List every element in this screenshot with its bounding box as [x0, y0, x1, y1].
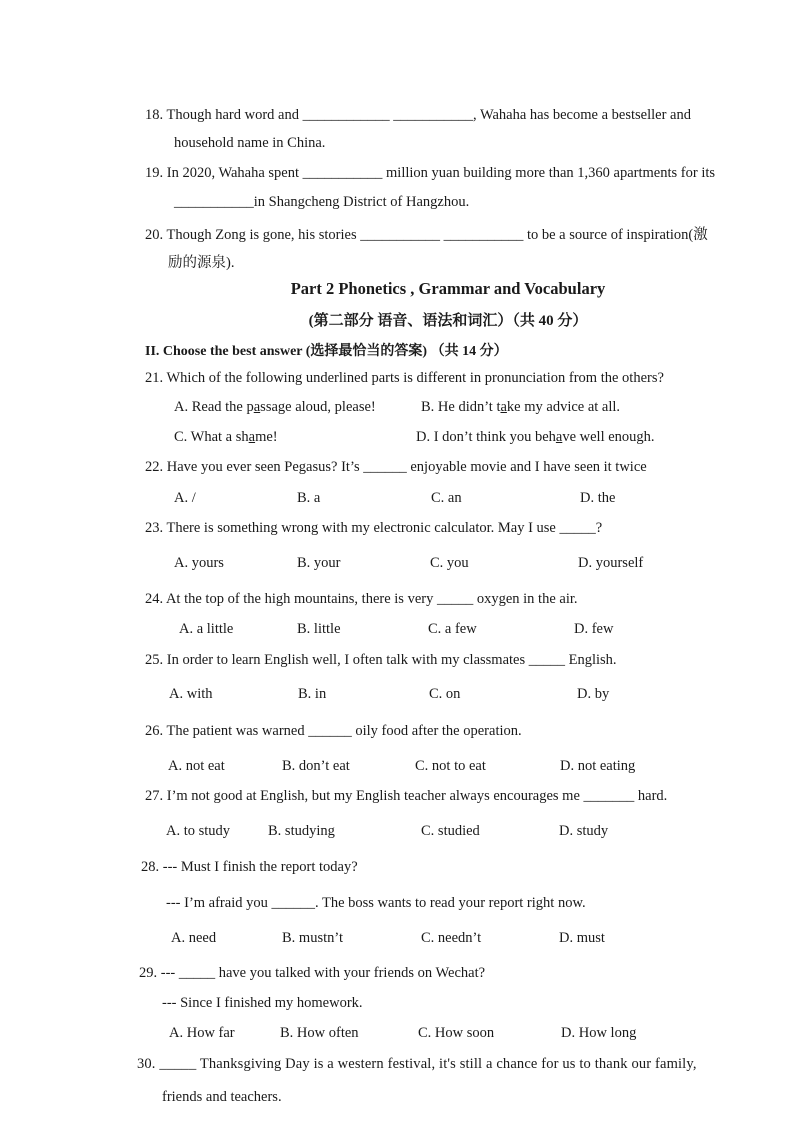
question-23-option-b: B. your	[297, 555, 341, 571]
question-28-option-b: B. mustn’t	[282, 930, 343, 946]
question-22-stem: 22. Have you ever seen Pegasus? It’s ______ enjoyable movie and I have seen it twice	[145, 459, 647, 475]
question-20-line2: 励的源泉).	[168, 255, 235, 271]
question-29-option-c: C. How soon	[418, 1025, 495, 1041]
question-28-option-a: A. need	[171, 930, 217, 946]
question-29-option-b: B. How often	[280, 1025, 359, 1041]
question-20-line1: 20. Though Zong is gone, his stories ___________ ___________ to be a source of inspiration(激	[145, 227, 708, 243]
question-24-option-b: B. little	[297, 621, 341, 637]
question-25-option-a: A. with	[169, 686, 213, 702]
question-22-option-c: C. an	[431, 490, 462, 506]
question-25-option-b: B. in	[298, 686, 327, 702]
question-23-option-c: C. you	[430, 555, 469, 571]
question-22-option-a: A. /	[174, 490, 196, 506]
question-29-line1: 29. --- _____ have you talked with your friends on Wechat?	[139, 965, 486, 981]
question-24-option-c: C. a few	[428, 621, 477, 637]
question-27-option-b: B. studying	[268, 823, 335, 839]
question-18-line1: 18. Though hard word and ____________ ___________, Wahaha has become a bestseller and	[145, 107, 691, 123]
question-22-option-d: D. the	[580, 490, 616, 506]
question-21-option-c: C. What a shame!	[174, 429, 278, 445]
question-23-stem: 23. There is something wrong with my electronic calculator. May I use _____?	[145, 520, 603, 536]
question-28-line1: 28. --- Must I finish the report today?	[141, 859, 358, 875]
question-25-option-c: C. on	[429, 686, 461, 702]
question-25-option-d: D. by	[577, 686, 610, 702]
question-24-option-a: A. a little	[179, 621, 234, 637]
question-30-line2: friends and teachers.	[162, 1089, 282, 1105]
question-28-option-d: D. must	[559, 930, 605, 946]
question-29-line2: --- Since I finished my homework.	[162, 995, 363, 1011]
question-26-option-a: A. not eat	[168, 758, 225, 774]
question-27-option-c: C. studied	[421, 823, 480, 839]
question-21-option-a: A. Read the passage aloud, please!	[174, 399, 376, 415]
question-30-line1: 30. _____ Thanksgiving Day is a western festival, it's still a chance for us to thank our family,	[137, 1056, 697, 1072]
question-21-option-d: D. I don’t think you behave well enough.	[416, 429, 655, 445]
question-26-option-d: D. not eating	[560, 758, 636, 774]
section-heading: II. Choose the best answer (选择最恰当的答案) （共 14 分）	[145, 344, 508, 359]
question-19-line1: 19. In 2020, Wahaha spent ___________ million yuan building more than 1,360 apartments for its	[145, 165, 716, 181]
question-25-stem: 25. In order to learn English well, I often talk with my classmates _____ English.	[145, 652, 617, 668]
question-27-option-a: A. to study	[166, 823, 231, 839]
question-23-option-d: D. yourself	[578, 555, 644, 571]
question-29-option-d: D. How long	[561, 1025, 637, 1041]
question-21-option-b: B. He didn’t take my advice at all.	[421, 399, 621, 415]
question-27-option-d: D. study	[559, 823, 609, 839]
question-22-option-b: B. a	[297, 490, 321, 506]
part2-subtitle: (第二部分 语音、语法和词汇）（共 40 分）	[308, 313, 588, 329]
question-26-option-b: B. don’t eat	[282, 758, 350, 774]
question-27-stem: 27. I’m not good at English, but my English teacher always encourages me _______ hard.	[145, 788, 668, 804]
question-21-stem: 21. Which of the following underlined parts is different in pronunciation from the others?	[145, 370, 664, 386]
question-29-option-a: A. How far	[169, 1025, 235, 1041]
question-23-option-a: A. yours	[174, 555, 224, 571]
question-28-option-c: C. needn’t	[421, 930, 482, 946]
question-24-stem: 24. At the top of the high mountains, there is very _____ oxygen in the air.	[145, 591, 578, 607]
question-26-stem: 26. The patient was warned ______ oily food after the operation.	[145, 723, 522, 739]
question-24-option-d: D. few	[574, 621, 614, 637]
question-19-line2: ___________in Shangcheng District of Hangzhou.	[174, 194, 470, 210]
question-18-line2: household name in China.	[174, 135, 326, 151]
part2-title: Part 2 Phonetics , Grammar and Vocabulary	[290, 279, 606, 298]
question-26-option-c: C. not to eat	[415, 758, 486, 774]
question-28-line2: --- I’m afraid you ______. The boss wants to read your report right now.	[166, 895, 586, 911]
